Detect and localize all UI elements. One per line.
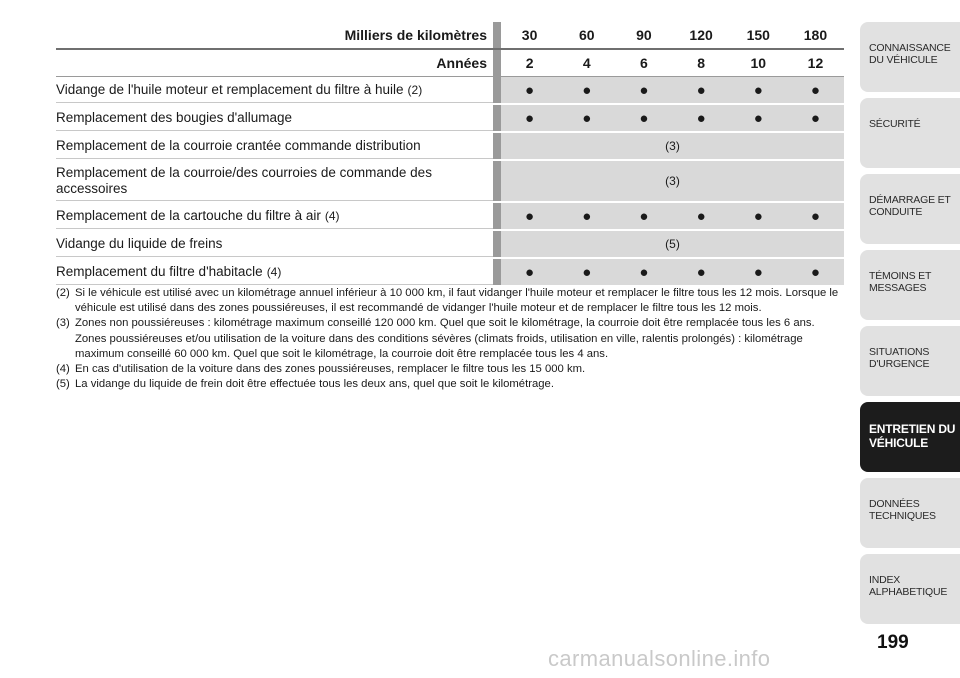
year-value: 6: [640, 55, 648, 71]
header-km-label: Milliers de kilomètres: [344, 27, 487, 43]
header-years-label: Années: [436, 55, 487, 71]
km-value: 120: [689, 27, 713, 43]
row-ref: (4): [324, 208, 340, 223]
header-years-row: [56, 50, 844, 76]
check-mark: ●: [582, 263, 592, 281]
check-mark: ●: [639, 263, 649, 281]
tab-situations-d-urgence[interactable]: SITUATIONS D'URGENCE: [860, 326, 960, 396]
footnote: [56, 362, 846, 377]
check-mark: ●: [525, 263, 535, 281]
check-mark: ●: [810, 109, 820, 127]
row-label: Remplacement du filtre d'habitacle: [56, 263, 263, 279]
footnote: [56, 316, 846, 362]
check-mark: ●: [753, 109, 763, 127]
year-value: 2: [525, 55, 534, 71]
footnotes: [56, 286, 846, 392]
footnote-text: Zones non poussiéreuses : kilométrage maximum conseillé 120 000 km. Quel que soit le kilométrage, la courroie doit être remplacée tous les 6 ans. Zones poussiéreuses et/ou utilisation de la voiture dans des conditions sévères (climats froids, utilisation en ville, ralentis prolongés) : kilométrage maximum conseillé 60 000 km. Quel que soit le kilométrage, la courroie doit être remplacée tous les 4 ans.: [75, 317, 815, 360]
footnote-text: En cas d'utilisation de la voiture dans des zones poussiéreuses, remplacer le filtre tous les 15 000 km.: [75, 363, 586, 376]
footnote-number: (2): [56, 287, 70, 299]
check-mark: ●: [525, 207, 535, 225]
footnote-text: Si le véhicule est utilisé avec un kilométrage annuel inférieur à 10 000 km, il faut vidanger l'huile moteur et remplacer le filtre tous les 12 mois. Lorsque le véhicule est utilisé dans des zones poussiéreuses, il est recommandé de vidanger l'huile moteur et de remplacer le filtre tous les 12 mois.: [75, 287, 839, 315]
check-mark: ●: [810, 263, 820, 281]
row-label: Remplacement de la courroie crantée commande distribution: [56, 137, 421, 153]
row-label: Remplacement de la cartouche du filtre à air: [56, 207, 321, 223]
table-row: [56, 133, 844, 161]
row-ref: (2): [407, 82, 423, 97]
tab-demarrage-et-conduite[interactable]: DÉMARRAGE ET CONDUITE: [860, 174, 960, 244]
footnote: [56, 286, 846, 316]
row-note: (3): [665, 174, 680, 188]
km-value: 30: [521, 27, 538, 43]
check-mark: ●: [696, 263, 706, 281]
footnote-number: (3): [56, 317, 70, 330]
year-value: 12: [807, 55, 824, 71]
footnote-text: La vidange du liquide de frein doit être effectuée tous les deux ans, quel que soit le kilométrage.: [75, 378, 554, 391]
header-km-row: [56, 22, 844, 48]
table-row: [56, 203, 844, 231]
check-mark: ●: [810, 81, 820, 99]
check-mark: ●: [753, 81, 763, 99]
check-mark: ●: [696, 207, 706, 225]
footnote: [56, 377, 846, 392]
table-row: [56, 77, 844, 105]
row-ref: (4): [266, 264, 282, 279]
tab-temoins-et-messages[interactable]: TÉMOINS ET MESSAGES: [860, 250, 960, 320]
check-mark: ●: [753, 207, 763, 225]
check-mark: ●: [582, 81, 592, 99]
tab-donnees-techniques[interactable]: DONNÉES TECHNIQUES: [860, 478, 960, 548]
check-mark: ●: [639, 109, 649, 127]
km-value: 180: [803, 27, 828, 43]
tab-securite[interactable]: SÉCURITÉ: [860, 98, 960, 168]
tab-index-alphabetique[interactable]: INDEX ALPHABETIQUE: [860, 554, 960, 624]
table-row: [56, 231, 844, 259]
check-mark: ●: [639, 207, 649, 225]
km-value: 60: [578, 27, 595, 43]
row-label: Vidange de l'huile moteur et remplacement du filtre à huile: [56, 81, 404, 97]
table-row: [56, 259, 844, 287]
check-mark: ●: [582, 109, 592, 127]
row-note: (3): [665, 139, 680, 153]
check-mark: ●: [525, 81, 535, 99]
tab-connaissance-du-vehicule[interactable]: CONNAISSANCE DU VÉHICULE: [860, 22, 960, 92]
check-mark: ●: [525, 109, 535, 127]
check-mark: ●: [639, 81, 649, 99]
row-label: Remplacement de la courroie/des courroies de commande des accessoires: [56, 164, 432, 196]
tab-entretien-du-vehicule[interactable]: ENTRETIEN DU VÉHICULE: [860, 402, 960, 472]
year-value: 8: [697, 55, 705, 71]
maintenance-table: [56, 22, 844, 287]
row-label: Vidange du liquide de freins: [56, 235, 223, 251]
year-value: 10: [750, 55, 767, 71]
check-mark: ●: [696, 109, 706, 127]
table-row: [56, 161, 844, 203]
table-row: [56, 105, 844, 133]
check-mark: ●: [582, 207, 592, 225]
footnote-number: (5): [56, 378, 70, 391]
watermark: carmanualsonline.info: [548, 646, 771, 671]
km-value: 90: [636, 27, 652, 43]
check-mark: ●: [696, 81, 706, 99]
footnote-number: (4): [56, 363, 70, 376]
section-tabs: [860, 22, 960, 630]
check-mark: ●: [753, 263, 763, 281]
year-value: 4: [582, 55, 591, 71]
row-label: Remplacement des bougies d'allumage: [56, 109, 292, 125]
row-note: (5): [665, 237, 680, 251]
check-mark: ●: [810, 207, 820, 225]
page-number: 199: [877, 632, 909, 653]
km-value: 150: [746, 27, 770, 43]
